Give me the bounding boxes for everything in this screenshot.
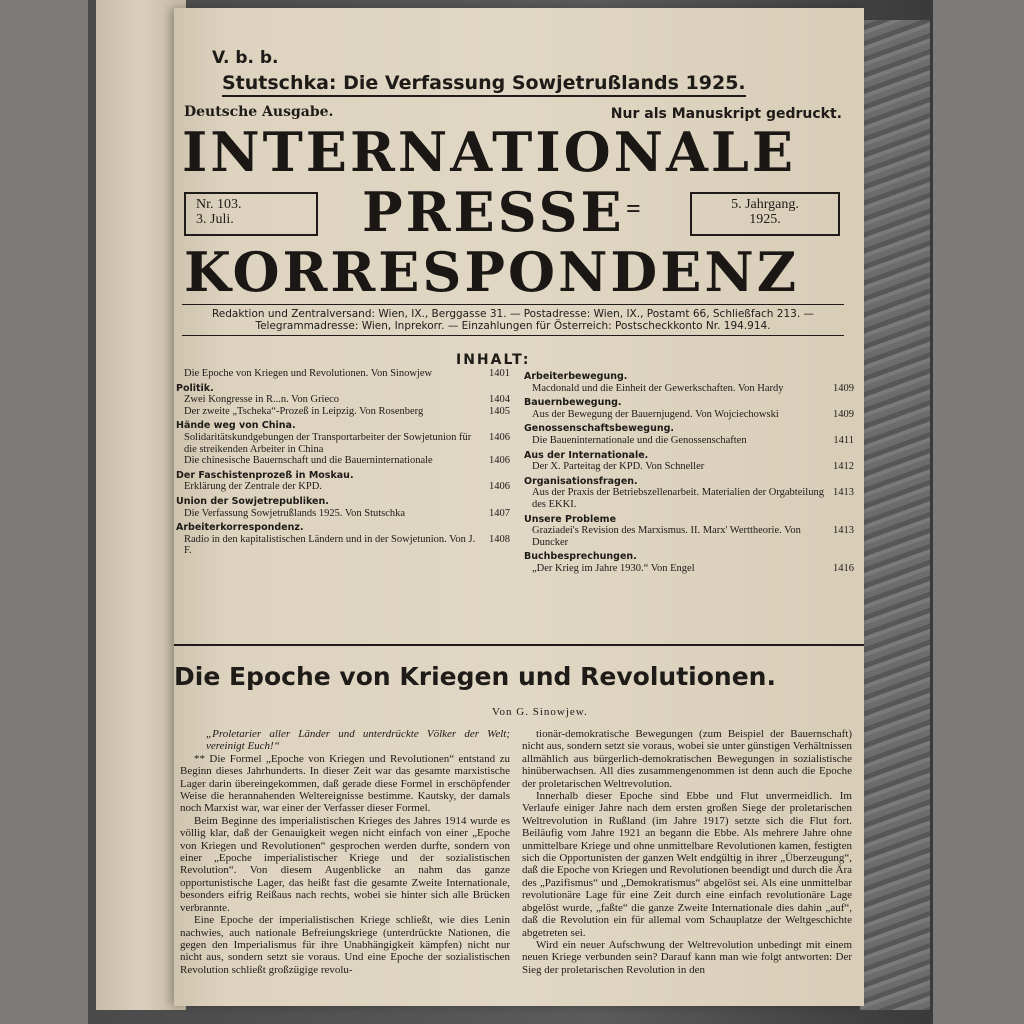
toc-entry xyxy=(176,481,510,493)
toc-entry-page: 1416 xyxy=(833,562,854,574)
toc-entry-title: Erklärung der Zentrale der KPD. xyxy=(184,481,322,493)
year-box xyxy=(690,192,840,236)
toc-entry-title: Aus der Bewegung der Bauernjugend. Von Wojciechowski xyxy=(532,408,779,420)
toc-entry-title: Macdonald und die Einheit der Gewerkschaften. Von Hardy xyxy=(532,382,784,394)
toc-category: Arbeiterkorrespondenz. xyxy=(176,522,304,534)
toc-category: Aus der Internationale. xyxy=(524,449,649,461)
toc-entry-page: 1406 xyxy=(489,455,510,467)
toc-right-column xyxy=(524,368,854,575)
edition-label: Deutsche Ausgabe. xyxy=(184,104,334,120)
toc-entry-title: Die chinesische Bauernschaft und die Bauerninternationale xyxy=(184,455,433,467)
postal-mark: V. b. b. xyxy=(212,48,279,68)
toc-category: Union der Sowjetrepubliken. xyxy=(176,495,329,507)
page-stack-edge xyxy=(96,0,186,1010)
article-column-right xyxy=(522,728,852,976)
article-paragraph: ** Die Formel „Epoche von Kriegen und Revolutionen“ entstand zu Beginn dieses Jahrhunderts. In dieser Zeit war das gesamte marxistische Lager darin übereingekommen, daß gerade diese Formel in erschöpfender Weise die herannahenden Weltereignisse bestimme. Kautsky, der damals noch Marxist war, war einer der Verfasser dieser Formel. xyxy=(180,752,510,815)
info-line-1: Redaktion und Zentralversand: Wien, IX., Berggasse 31. — Postadresse: Wien, IX., Postamt 66, Schließfach 213. — xyxy=(211,308,815,320)
article-byline: Von G. Sinowjew. xyxy=(492,706,588,718)
article-paragraph: tionär-demokratische Bewegungen (zum Beispiel der Bauernschaft) nicht aus, sondern setzt sie voraus, wobei sie unter günstigen Verhältnissen allmählich aus bürgerlich-demokratischen Bewegungen in sozialistische hinüberwachsen. All dies zusammengenommen ist denn auch die Epoche der proletarischen Weltrevolution. xyxy=(522,728,852,790)
toc-entry-page: 1413 xyxy=(833,525,854,537)
toc-entry-title: Aus der Praxis der Betriebszellenarbeit. Materialien der Orgabteilung des EKKI. xyxy=(532,487,824,510)
toc-entry xyxy=(176,394,510,406)
toc-entry-title: Solidaritätskundgebungen der Transportarbeiter der Sowjetunion für die streikenden Arbeiter in China xyxy=(184,431,472,455)
info-line-2: Telegrammadresse: Wien, Inprekorr. — Einzahlungen für Österreich: Postscheckkonto Nr. 194.914. xyxy=(255,320,771,332)
toc-category: Der Faschistenprozeß in Moskau. xyxy=(176,469,354,481)
issue-box xyxy=(184,192,318,236)
article-column-left xyxy=(180,728,510,976)
toc-entry-page: 1413 xyxy=(833,487,854,499)
toc-entry xyxy=(524,563,854,575)
toc-entry-title: „Der Krieg im Jahre 1930.“ Von Engel xyxy=(532,562,695,574)
masthead-line-3: KORRESPONDENZ xyxy=(184,240,800,304)
article-paragraph: Eine Epoche der imperialistischen Kriege schließt, wie dies Lenin nachwies, auch nationale Befreiungskriege (unterdrückte Nationen, die gegen den Imperialismus für ihre Unabhängigkeit kämpfen) nicht nur nicht aus, sondern setzt sie voraus. Und eine Epoche der sozialistischen Revolution schließt großzügige revolu- xyxy=(180,914,510,976)
toc-entry-title: Radio in den kapitalistischen Ländern und in der Sowjetunion. Von J. F. xyxy=(184,533,476,557)
toc-entry xyxy=(176,432,510,455)
toc-entry xyxy=(524,461,854,473)
toc-entry-page: 1407 xyxy=(489,507,510,519)
toc-entry xyxy=(524,409,854,421)
toc-entry xyxy=(176,368,510,380)
toc-category: Buchbesprechungen. xyxy=(524,551,637,563)
toc-entry xyxy=(176,508,510,520)
manuscript-note: Nur als Manuskript gedruckt. xyxy=(610,106,842,122)
toc-entry xyxy=(524,525,854,548)
toc-entry-page: 1409 xyxy=(833,408,854,420)
toc-entry-title: Die Verfassung Sowjetrußlands 1925. Von Stutschka xyxy=(184,507,406,519)
toc-entry-page: 1412 xyxy=(833,461,854,473)
toc-entry-title: Der zweite „Tscheka“-Prozeß in Leipzig. Von Rosenberg xyxy=(184,405,424,417)
article-title: Die Epoche von Kriegen und Revolutionen. xyxy=(174,662,776,691)
topline-headline: Stutschka: Die Verfassung Sowjetrußlands 1925. xyxy=(222,72,746,97)
toc-entry xyxy=(176,534,510,557)
volume-year: 1925. xyxy=(749,212,781,227)
newspaper-page xyxy=(174,8,864,1006)
toc-title: INHALT: xyxy=(456,352,531,368)
masthead-line-2: PRESSE xyxy=(362,180,625,244)
toc-category: Bauernbewegung. xyxy=(524,397,622,409)
toc-category: Genossenschaftsbewegung. xyxy=(524,423,675,435)
toc-entry-page: 1411 xyxy=(833,434,854,446)
article-paragraph: Innerhalb dieser Epoche sind Ebbe und Flut unvermeidlich. Im Verlaufe einiger Jahre nach dem ersten großen Siege der proletarischen Weltrevolution in Rußland (im Jahre 1917) setzte sich die Flut fort. Beiläufig vom Jahre 1921 an begann die Ebbe. Als mehrere Jahre ohne unmittelbare Kriege und ohne unmittelbare Revolutionen kamen, festigten sich die Opportunisten der ganzen Welt endgültig in ihrer „Überzeugung“, daß die Epoche von Kriegen und Revolutionen beendigt und durch die Ära des „Pazifismus“ und „Demokratismus“ abgelöst sei. Als eine unmittelbar revolutionäre Lage für eine Zeit durch eine einfach revolutionäre Lage abgelöst wurde, „faßte“ die ganze Zweite Internationale dies dahin „auf“, daß die Revolution ein für allemal vom Schauplatze der Weltgeschichte abgetreten sei. xyxy=(522,790,852,939)
toc-entry xyxy=(176,455,510,467)
toc-category: Politik. xyxy=(176,382,214,394)
toc-category: Unsere Probleme xyxy=(524,513,617,525)
article-paragraph: Beim Beginne des imperialistischen Krieges des Jahres 1914 wurde es völlig klar, daß der Genauigkeit wegen nicht einfach von einer „Epoche von Kriegen und Revolutionen“ gesprochen werden durfte, sondern von einer „Epoche imperialistischer Kriege und der sozialistischen Revolution“. Von diesem Augenblicke an nahm das ganze opportunistische Lager, das heißt fast die gesamte Zweite Internationale, besonders eifrig Reißaus nach rechts, wobei sie hinter sich alle Brücken verbrannte. xyxy=(180,814,510,914)
toc-category: Organisationsfragen. xyxy=(524,475,638,487)
toc-entry-title: Zwei Kongresse in R...n. Von Grieco xyxy=(184,394,340,406)
toc-entry xyxy=(176,406,510,418)
toc-category: Hände weg von China. xyxy=(176,420,296,432)
toc-entry xyxy=(524,487,854,510)
toc-entry-title: Graziadei's Revision des Marxismus. II. Marx' Werttheorie. Von Duncker xyxy=(532,525,801,548)
toc-left-column xyxy=(176,368,510,557)
toc-entry-page: 1406 xyxy=(489,481,510,493)
toc-entry xyxy=(524,383,854,395)
article-paragraph: Wird ein neuer Aufschwung der Weltrevolution unbedingt mit einem neuen Kriege verbunden sein? Darauf kann man wie folgt antworten: Der Sieg der proletarischen Revolution in den xyxy=(522,938,852,976)
toc-entry-page: 1404 xyxy=(489,394,510,406)
toc-entry-page: 1409 xyxy=(833,382,854,394)
toc-category: Arbeiterbewegung. xyxy=(524,371,628,382)
marbled-cover-edge xyxy=(860,20,930,1010)
toc-entry-title: Die Epoche von Kriegen und Revolutionen. Von Sinowjew xyxy=(184,368,433,379)
toc-entry xyxy=(524,435,854,447)
toc-entry-page: 1406 xyxy=(489,431,510,443)
toc-entry-page: 1408 xyxy=(489,533,510,545)
toc-entry-page: 1405 xyxy=(489,405,510,417)
toc-entry-title: Der X. Parteitag der KPD. Von Schneller xyxy=(532,461,705,473)
issue-number: Nr. 103. xyxy=(196,197,242,212)
editorial-info xyxy=(182,304,844,336)
toc-entry-title: Die Baueninternationale und die Genossenschaften xyxy=(532,434,747,446)
volume-label: 5. Jahrgang. xyxy=(731,197,799,212)
section-rule xyxy=(174,644,864,646)
toc-entry-page: 1401 xyxy=(489,368,510,379)
masthead-separator: = xyxy=(626,194,641,223)
masthead-line-1: INTERNATIONALE xyxy=(182,120,797,184)
article-epigraph: „Proletarier aller Länder und unterdrückte Völker der Welt; vereinigt Euch!“ xyxy=(206,728,510,753)
issue-date: 3. Juli. xyxy=(196,212,234,227)
